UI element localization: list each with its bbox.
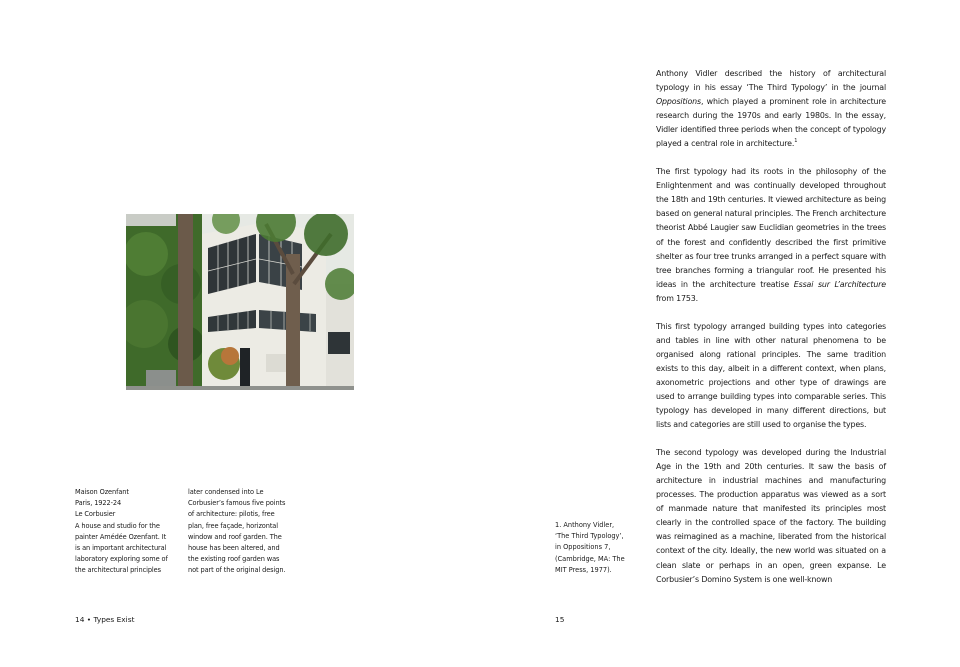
footnote-line: MIT Press, 1977). [555,565,612,574]
paragraph-text: , which played a prominent role in architecture research during the 1970s and early 1980s. In the essay, Vidler identified three periods when the concept of typology played a central role in architecture. [656,97,886,149]
tree-foliage [304,214,348,256]
photo-caption-right-column [188,487,298,577]
caption-line: window and roof garden. The [188,532,282,541]
caption-line: house has been altered, and [188,544,280,553]
footnote-line: 1. Anthony Vidler, [555,521,615,529]
body-text [656,67,886,600]
ivy-building-top [126,214,176,226]
footnote-line: in Oppositions 7, [555,543,611,552]
lower-panel [266,354,288,372]
caption-line: of architecture: pilotis, free [188,510,275,519]
footnote-line: (Cambridge, MA: The [555,554,625,563]
footnote-line: ‘The Third Typology’, [555,532,624,541]
paragraph-4: The second typology was developed during the Industrial Age in the 19th and 20th centuries. It saw the basis of architecture in industrial machines and manufacturing processes. The production apparatus was viewed as a sort of manmade nature that manifested its principles most clearly in the controlled space of the factory. The building was reimagined as a machine, liberated from the historical context of the city. Ideally, the new world was situated on a clean slate or perhaps in an open, green expanse. Le Corbusier’s Domino System is one well-known [656,447,886,584]
caption-line: Corbusier’s famous five points [188,499,286,508]
caption-line: A house and studio for the [75,521,160,530]
caption-architect: Le Corbusier [75,510,116,519]
caption-title: Maison Ozenfant [75,488,129,496]
caption-line: the existing roof garden was [188,555,280,564]
paragraph-2 [656,165,886,306]
paragraph-text: Anthony Vidler described the history of architectural typology in his essay ‘The Third Typology’ in the journal [656,69,886,93]
building-photo-illustration [126,214,354,390]
caption-line: later condensed into Le [188,488,264,496]
entrance-door [240,348,250,390]
journal-title: Oppositions [656,97,701,107]
caption-line: plan, free façade, horizontal [188,521,278,530]
caption-line: painter Amédée Ozenfant. It [75,532,167,541]
maison-ozenfant-photo [126,214,354,390]
annex-window [328,332,350,354]
ivy-clump [126,232,168,276]
page-number-left: 14 • Types Exist [75,615,135,624]
paragraph-text: from 1753. [656,293,698,303]
tree-trunk-right [286,254,300,390]
sidewalk [126,386,354,390]
caption-line: is an important architectural [75,544,167,553]
caption-line: not part of the original design. [188,566,286,575]
footnote [555,520,645,576]
caption-line: the architectural principles [75,566,161,575]
treatise-title: Essai sur L’architecture [793,279,886,289]
shrub-autumn [221,347,239,365]
paragraph-text: The first typology had its roots in the philosophy of the Enlightenment and was continually developed throughout the 18th and 19th centuries. It viewed architecture as being based on general natural principles. The French architecture theorist Abbé Laugier saw Euclidian geometries in the trees of the forest and confidently described the first primitive shelter as four tree trunks arranged in a perfect square with tree branches forming a triangular roof. He presented his ideas in the architecture treatise [656,167,886,289]
page-number-right: 15 [555,615,565,624]
paragraph-3: This first typology arranged building types into categories and tables in line with other natural phenomena to be organised along rational principles. The same tradition exists to this day, albeit in a different context, when plans, axonometric projections and other type of drawings are used to arrange building types into comparable series. This typology has developed in many different directions, but lists and categories are still used to organise the types. [656,321,886,430]
caption-place-date: Paris, 1922-24 [75,499,122,508]
tree-trunk-left [178,214,193,390]
caption-line: laboratory exploring some of [75,555,168,564]
footnote-reference[interactable]: 1 [794,138,798,145]
paragraph-1 [656,67,886,152]
photo-caption-left-column [75,487,185,577]
